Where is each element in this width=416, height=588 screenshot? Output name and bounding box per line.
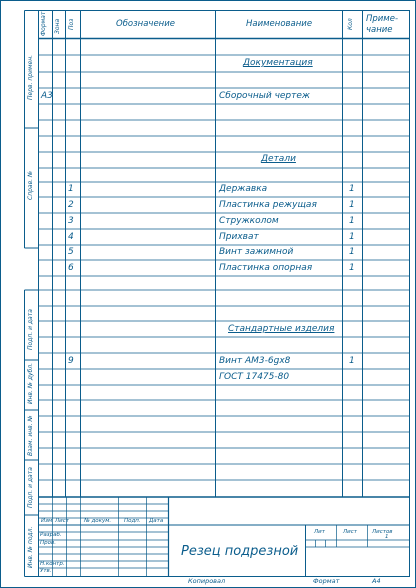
asm-drawing-format: А3 (41, 91, 53, 101)
tb-checked-label: Пров. (40, 540, 56, 546)
part-name: Прихват (219, 232, 259, 242)
tb-lit-label: Лит (314, 529, 325, 535)
part-pos: 3 (68, 216, 74, 226)
asm-drawing-name: Сборочный чертеж (219, 91, 311, 101)
header-pos: Поз (68, 18, 75, 30)
document-title: Резец подрезной (181, 544, 299, 559)
tb-sheet-label: Лист (343, 529, 357, 535)
side-label-vzam-inv: Взам. инв. № (27, 415, 34, 456)
part-name: Пластинка опорная (219, 263, 313, 273)
part-pos: 4 (68, 232, 74, 242)
part-qty: 1 (349, 263, 355, 273)
part-qty: 1 (349, 232, 355, 242)
tb-date-label: Дата (149, 518, 164, 524)
tb-list-label: Лист (55, 518, 69, 524)
tb-izm-label: Изм (41, 518, 53, 524)
part-qty: 1 (349, 247, 355, 257)
header-zone: Зона (54, 18, 61, 34)
tb-developer-label: Разраб. (40, 532, 62, 538)
side-label-ref-no: Справ. № (27, 170, 34, 200)
side-label-inv-dubl: Инв. № дубл. (27, 362, 34, 404)
part-pos: 2 (68, 200, 74, 210)
part-qty: 1 (349, 184, 355, 194)
part-qty: 1 (349, 200, 355, 210)
tb-sheets-label: Листов (372, 529, 393, 535)
tb-sheets-value: 1 (385, 534, 389, 540)
footer-format-value: А4 (372, 577, 381, 585)
section-documentation: Документация (243, 58, 313, 68)
header-name: Наименование (246, 19, 313, 29)
tb-norm-control-label: Н.контр. (40, 561, 65, 567)
part-pos: 5 (68, 247, 74, 257)
side-label-sign-date-1: Подп. и дата (27, 309, 34, 350)
part-name: Стружколом (219, 216, 279, 226)
side-label-sign-date-2: Подп. и дата (27, 467, 34, 508)
section-standard-parts: Стандартные изделия (228, 324, 335, 334)
header-designation: Обозначение (116, 19, 175, 29)
part-qty: 1 (349, 216, 355, 226)
part-pos: 1 (68, 184, 74, 194)
part-name: Державка (219, 184, 268, 194)
std-part-name: Винт АМ3-6gх8 (219, 356, 291, 366)
tb-sign-label: Подп. (124, 518, 141, 524)
side-label-inv-orig: Инв. № подл. (27, 526, 34, 568)
part-name: Пластинка режущая (219, 200, 317, 210)
std-part-standard: ГОСТ 17475-80 (219, 372, 290, 382)
footer-copied: Копировал (188, 577, 226, 585)
section-parts: Детали (261, 154, 296, 164)
footer-format-label: Формат (313, 577, 340, 585)
std-part-pos: 9 (68, 356, 74, 366)
std-part-qty: 1 (349, 356, 355, 366)
header-format: Формат (40, 11, 47, 36)
part-name: Винт зажимной (219, 247, 294, 257)
tb-ndoc-label: № докум. (84, 518, 112, 524)
header-note: Приме- чание (366, 14, 399, 36)
tb-approved-label: Утв. (40, 568, 52, 574)
side-label-first-use: Перв. примен. (27, 54, 34, 100)
part-pos: 6 (68, 263, 74, 273)
header-qty: Кол (347, 18, 354, 30)
